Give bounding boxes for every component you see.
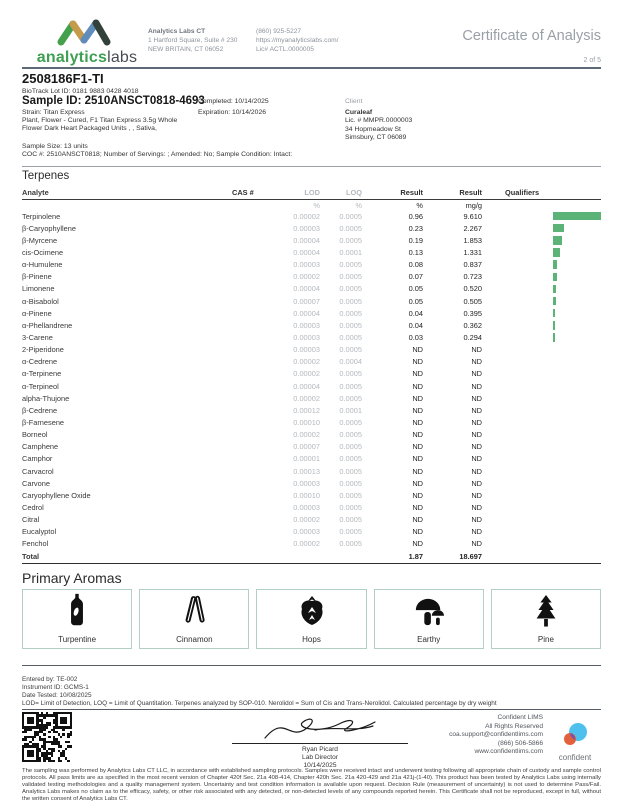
result-bar	[553, 297, 556, 306]
result-percent: ND	[412, 345, 423, 355]
loq-value: 0.0005	[339, 454, 362, 464]
batch-id: 2508186F1-TI	[22, 71, 104, 86]
table-row	[22, 526, 601, 538]
lims-rights: All Rights Reserved	[485, 722, 543, 730]
result-percent: ND	[412, 381, 423, 391]
result-bar	[553, 273, 557, 282]
table-row	[22, 222, 601, 234]
sample-description	[22, 109, 202, 134]
result-percent: 0.19	[408, 235, 423, 245]
expiration-date: Expiration: 10/14/2026	[198, 109, 267, 117]
lod-value: 0.00002	[293, 369, 320, 379]
analyte-name: Camphene	[22, 442, 59, 452]
lod-value: 0.00012	[293, 405, 320, 415]
qualifier-cell	[482, 248, 579, 257]
mushroom-icon	[412, 597, 446, 635]
total-result-pct: 1.87	[408, 552, 423, 562]
lims-contact-block	[343, 714, 543, 757]
qualifier-cell	[482, 273, 579, 282]
total-label: Total	[22, 552, 40, 562]
col-qualifiers: Qualifiers	[505, 188, 540, 197]
result-mgg: ND	[471, 539, 482, 549]
result-bar	[553, 212, 601, 221]
table-row	[22, 356, 601, 368]
table-row	[22, 295, 601, 307]
lod-value: 0.00003	[293, 502, 320, 512]
loq-value: 0.0005	[339, 296, 362, 306]
analyte-name: 3-Carene	[22, 332, 53, 342]
result-mgg: 1.331	[463, 247, 482, 257]
aroma-label: Hops	[302, 635, 321, 644]
result-percent: ND	[412, 357, 423, 367]
signer-title: Lab Director	[302, 754, 338, 761]
loq-value: 0.0005	[339, 235, 362, 245]
signer-name: Ryan Picard	[302, 746, 338, 753]
lod-value: 0.00003	[293, 320, 320, 330]
turpentine-bottle-icon	[66, 593, 88, 635]
loq-value: 0.0005	[339, 466, 362, 476]
coc-line: COC #: 2510ANSCT0818; Number of Servings: ; Amended: No; Sample Condition: Intact:	[22, 151, 293, 159]
loq-value: 0.0005	[339, 345, 362, 355]
description-line-1: Plant, Flower - Cured, F1 Titan Express 3.5g Whole	[22, 117, 178, 125]
table-row	[22, 380, 601, 392]
unit-lod: %	[313, 200, 320, 210]
table-row	[22, 259, 601, 271]
result-percent: ND	[412, 502, 423, 512]
table-row	[22, 368, 601, 380]
table-row	[22, 331, 601, 343]
result-mgg: ND	[471, 490, 482, 500]
section-divider	[22, 166, 601, 167]
lod-value: 0.00004	[293, 284, 320, 294]
result-percent: ND	[412, 515, 423, 525]
completed-date: Completed: 10/14/2025	[198, 98, 269, 105]
loq-value: 0.0005	[339, 320, 362, 330]
loq-value: 0.0005	[339, 490, 362, 500]
qualifier-cell	[482, 285, 579, 294]
result-percent: ND	[412, 454, 423, 464]
result-mgg: ND	[471, 466, 482, 476]
lod-value: 0.00001	[293, 454, 320, 464]
result-mgg: ND	[471, 381, 482, 391]
terpenes-section-title: Terpenes	[22, 170, 70, 182]
aroma-label: Pine	[537, 635, 554, 644]
result-percent: 0.23	[408, 223, 423, 233]
analyte-name: α-Bisabolol	[22, 296, 59, 306]
analyte-name: Cedrol	[22, 502, 44, 512]
result-percent: ND	[412, 369, 423, 379]
analyte-name: α-Pinene	[22, 308, 52, 318]
lab-contact-block	[148, 27, 252, 55]
table-row	[22, 416, 601, 428]
loq-value: 0.0001	[339, 405, 362, 415]
result-percent: 0.07	[408, 272, 423, 282]
table-row	[22, 429, 601, 441]
date-tested: Date Tested: 10/08/2025	[22, 692, 92, 699]
loq-value: 0.0005	[339, 515, 362, 525]
loq-value: 0.0005	[339, 527, 362, 537]
client-label: Client	[345, 98, 363, 105]
lod-value: 0.00003	[293, 332, 320, 342]
lod-value: 0.00003	[293, 260, 320, 270]
result-percent: 0.08	[408, 260, 423, 270]
loq-value: 0.0005	[339, 223, 362, 233]
lod-value: 0.00003	[293, 527, 320, 537]
result-mgg: ND	[471, 515, 482, 525]
sample-size-coc	[22, 143, 472, 159]
col-result-pct: Result	[400, 188, 423, 197]
result-mgg: 0.520	[463, 284, 482, 294]
qualifier-cell	[482, 333, 579, 342]
result-percent: ND	[412, 405, 423, 415]
loq-value: 0.0005	[339, 284, 362, 294]
confident-logo	[549, 722, 601, 762]
client-license: Lic. # MMPR.0000003	[345, 117, 413, 125]
table-row	[22, 392, 601, 404]
document-title: Certificate of Analysis	[462, 28, 601, 44]
result-bar	[553, 285, 556, 294]
result-mgg: 0.837	[463, 260, 482, 270]
result-bar	[553, 309, 555, 318]
result-mgg: ND	[471, 502, 482, 512]
loq-value: 0.0005	[339, 442, 362, 452]
qualifier-cell	[482, 212, 579, 221]
col-analyte: Analyte	[22, 188, 49, 197]
table-row	[22, 234, 601, 246]
loq-value: 0.0005	[339, 502, 362, 512]
analyte-name: Terpinolene	[22, 211, 61, 221]
result-mgg: ND	[471, 345, 482, 355]
analyte-name: Fenchol	[22, 539, 49, 549]
result-percent: ND	[412, 490, 423, 500]
analyte-name: α-Phellandrene	[22, 320, 73, 330]
unit-loq: %	[355, 200, 362, 210]
terpenes-table	[22, 186, 601, 564]
table-row	[22, 344, 601, 356]
client-name: Curaleaf	[345, 109, 373, 117]
strain: Strain: Titan Express	[22, 109, 85, 116]
loq-value: 0.0005	[339, 393, 362, 403]
biotrack-lot-id: BioTrack Lot ID: 0181 9883 0428 4018	[22, 88, 139, 95]
lod-value: 0.00004	[293, 235, 320, 245]
qualifier-cell	[482, 236, 579, 245]
result-mgg: 0.362	[463, 320, 482, 330]
qualifier-cell	[482, 224, 579, 233]
result-mgg: 1.853	[463, 235, 482, 245]
analyte-name: Citral	[22, 515, 40, 525]
lod-value: 0.00003	[293, 345, 320, 355]
table-total-row	[22, 550, 601, 565]
lod-footnote: LOD= Limit of Detection, LOQ = Limit of Quantitation. Terpenes analyzed by SOP-010. Nerolidol = Sum of Cis and Trans-Nerolidol. Calculated percentage by dry weight	[22, 700, 497, 707]
aroma-cards	[22, 589, 601, 649]
lod-value: 0.00004	[293, 247, 320, 257]
col-loq: LOQ	[345, 188, 362, 197]
result-percent: 0.04	[408, 320, 423, 330]
pine-tree-icon	[534, 595, 558, 635]
result-percent: 0.96	[408, 211, 423, 221]
table-row	[22, 501, 601, 513]
loq-value: 0.0005	[339, 539, 362, 549]
result-mgg: ND	[471, 405, 482, 415]
analyte-name: β-Cedrene	[22, 405, 58, 415]
result-percent: ND	[412, 539, 423, 549]
result-bar	[553, 260, 557, 269]
result-percent: 0.05	[408, 284, 423, 294]
result-percent: ND	[412, 393, 423, 403]
analyte-name: Caryophyllene Oxide	[22, 490, 91, 500]
analyte-name: Borneol	[22, 430, 48, 440]
lod-value: 0.00003	[293, 478, 320, 488]
lod-value: 0.00003	[293, 223, 320, 233]
result-bar	[553, 236, 562, 245]
result-bar	[553, 248, 560, 257]
result-mgg: 0.395	[463, 308, 482, 318]
client-address-1: 34 Hopmeadow St	[345, 125, 401, 133]
lod-value: 0.00007	[293, 296, 320, 306]
loq-value: 0.0005	[339, 260, 362, 270]
logo-mountain-icon	[55, 18, 119, 46]
entered-by: Entered by: TE-002	[22, 676, 78, 683]
description-line-2: Flower Dark Heart Packaged Units , , Sativa,	[22, 125, 157, 133]
col-result-mgg: Result	[459, 188, 482, 197]
table-header-row	[22, 186, 601, 200]
analyte-name: α-Terpineol	[22, 381, 59, 391]
lod-value: 0.00004	[293, 381, 320, 391]
loq-value: 0.0001	[339, 247, 362, 257]
result-mgg: ND	[471, 454, 482, 464]
instrument-id: Instrument ID: GCMS-1	[22, 684, 89, 691]
result-percent: ND	[412, 527, 423, 537]
analyte-name: Eucalyptol	[22, 527, 57, 537]
aroma-card-cinnamon	[139, 589, 249, 649]
table-units-row	[22, 200, 601, 210]
client-address-2: Simsbury, CT 06089	[345, 133, 407, 141]
result-percent: ND	[412, 466, 423, 476]
result-mgg: ND	[471, 417, 482, 427]
table-row	[22, 441, 601, 453]
result-mgg: ND	[471, 478, 482, 488]
analyte-name: cis-Ocimene	[22, 247, 64, 257]
lod-value: 0.00010	[293, 490, 320, 500]
hops-cone-icon	[298, 595, 326, 635]
lims-name: Confident LIMS	[497, 714, 543, 721]
result-mgg: 0.294	[463, 332, 482, 342]
lod-value: 0.00002	[293, 430, 320, 440]
analyte-name: α-Cedrene	[22, 357, 58, 367]
analyte-name: Carvacrol	[22, 466, 54, 476]
client-block	[345, 98, 505, 142]
lab-name: Analytics Labs CT	[148, 28, 206, 35]
result-mgg: 2.267	[463, 223, 482, 233]
loq-value: 0.0005	[339, 417, 362, 427]
analyte-name: 2-Piperidone	[22, 345, 64, 355]
table-row	[22, 538, 601, 550]
loq-value: 0.0004	[339, 357, 362, 367]
loq-value: 0.0005	[339, 272, 362, 282]
lab-license: Lic# ACTL.0000005	[256, 46, 314, 54]
aroma-card-turpentine	[22, 589, 132, 649]
col-lod: LOD	[304, 188, 320, 197]
lod-value: 0.00007	[293, 442, 320, 452]
analyte-name: β-Caryophyllene	[22, 223, 76, 233]
analyte-name: α-Terpinene	[22, 369, 62, 379]
aroma-card-hops	[256, 589, 366, 649]
loq-value: 0.0005	[339, 332, 362, 342]
lab-logo	[28, 18, 146, 65]
lims-site: www.confidentlims.com	[474, 748, 543, 756]
loq-value: 0.0005	[339, 308, 362, 318]
aromas-bottom-divider	[22, 665, 601, 666]
loq-value: 0.0005	[339, 211, 362, 221]
aroma-label: Earthy	[417, 635, 441, 644]
result-bar	[553, 224, 564, 233]
lod-value: 0.00002	[293, 539, 320, 549]
analyte-name: alpha-Thujone	[22, 393, 70, 403]
unit-result-mgg: mg/g	[465, 200, 482, 210]
result-percent: ND	[412, 430, 423, 440]
loq-value: 0.0005	[339, 381, 362, 391]
result-mgg: ND	[471, 430, 482, 440]
table-row	[22, 489, 601, 501]
result-mgg: 9.610	[463, 211, 482, 221]
lab-phone: (860) 925-5227	[256, 28, 302, 35]
aroma-label: Turpentine	[58, 635, 97, 644]
analyte-name: α-Humulene	[22, 260, 63, 270]
qr-code	[22, 712, 72, 762]
sample-id: Sample ID: 2510ANSCT0818-4693	[22, 95, 205, 107]
lod-value: 0.00002	[293, 211, 320, 221]
table-row	[22, 210, 601, 222]
table-row	[22, 246, 601, 258]
result-mgg: ND	[471, 527, 482, 537]
table-row	[22, 307, 601, 319]
logo-wordmark: analyticslabs	[36, 49, 138, 66]
lod-value: 0.00002	[293, 515, 320, 525]
lims-phone: (866) 506-5866	[497, 739, 543, 747]
table-row	[22, 319, 601, 331]
aroma-card-earthy	[374, 589, 484, 649]
analyte-name: Carvone	[22, 478, 50, 488]
analyte-name: β-Myrcene	[22, 235, 58, 245]
footer-divider	[22, 709, 601, 710]
table-row	[22, 283, 601, 295]
sample-size: Sample Size: 13 units	[22, 143, 88, 150]
table-row	[22, 514, 601, 526]
result-percent: ND	[412, 442, 423, 452]
lod-value: 0.00010	[293, 417, 320, 427]
table-row	[22, 404, 601, 416]
lod-value: 0.00013	[293, 466, 320, 476]
loq-value: 0.0005	[339, 478, 362, 488]
result-percent: 0.03	[408, 332, 423, 342]
aroma-label: Cinnamon	[176, 635, 213, 644]
table-row	[22, 477, 601, 489]
table-row	[22, 465, 601, 477]
result-percent: 0.13	[408, 247, 423, 257]
result-mgg: ND	[471, 393, 482, 403]
table-body	[22, 210, 601, 550]
result-mgg: 0.505	[463, 296, 482, 306]
qualifier-cell	[482, 321, 579, 330]
result-bar	[553, 321, 555, 330]
lab-address-1: 1 Hartford Square, Suite # 230	[148, 37, 238, 45]
cinnamon-sticks-icon	[180, 593, 208, 635]
lod-value: 0.00002	[293, 272, 320, 282]
lims-email: coa.support@confidentlims.com	[449, 731, 543, 739]
signed-date: 10/14/2025	[303, 762, 337, 769]
col-cas: CAS #	[232, 188, 254, 197]
result-mgg: ND	[471, 369, 482, 379]
lab-website: https://myanalyticslabs.com/	[256, 37, 339, 45]
qualifier-cell	[482, 297, 579, 306]
lod-value: 0.00002	[293, 357, 320, 367]
disclaimer-text: The sampling was performed by Analytics Labs CT LLC, in accordance with established sampling protocols. Samples were received intact and underwent testing following all appropriate chain of custody and sample control protocols. All pass limits are as specified in the most recent version of Chapter 420f Sec. 21a 408-414, Chapter 420h Sec. 21a 420-429 and 21a 421j-(1-40). This product has been tested by Analytics Labs using internally validated testing methodologies and a quality management system. Uncertainty and test condition information is available upon request. Decision Rule (measurement of uncertainty) is not used to determine Pass/Fail. Analytics Labs makes no claim as to the efficacy, safety, or other risk associated with any detected, or non-detected levels of any compounds reported herein. This Certificate shall not be reproduced, except in full, without the written consent of Analytics Labs CT.	[22, 768, 601, 802]
confident-circles-icon	[560, 722, 590, 748]
total-result-mgg: 18.697	[459, 552, 482, 562]
analyte-name: Limonene	[22, 284, 55, 294]
lab-contact-block-2	[256, 27, 376, 55]
dates-block	[198, 98, 328, 117]
result-mgg: 0.723	[463, 272, 482, 282]
analyte-name: β-Farnesene	[22, 417, 65, 427]
table-row	[22, 453, 601, 465]
analyte-name: β-Pinene	[22, 272, 52, 282]
analyte-name: Camphor	[22, 454, 53, 464]
aroma-card-pine	[491, 589, 601, 649]
lab-address-2: NEW BRITAIN, CT 06052	[148, 46, 224, 54]
unit-result-pct: %	[416, 200, 423, 210]
confident-wordmark: confident	[558, 753, 592, 762]
footer-meta	[22, 676, 497, 708]
page-indicator: 2 of 5	[583, 57, 601, 64]
result-percent: 0.05	[408, 296, 423, 306]
aromas-section-title: Primary Aromas	[22, 570, 122, 586]
table-row	[22, 271, 601, 283]
result-percent: ND	[412, 417, 423, 427]
result-percent: ND	[412, 478, 423, 488]
qualifier-cell	[482, 309, 579, 318]
result-bar	[553, 333, 555, 342]
result-mgg: ND	[471, 442, 482, 452]
result-mgg: ND	[471, 357, 482, 367]
qualifier-cell	[482, 260, 579, 269]
lod-value: 0.00004	[293, 308, 320, 318]
header-divider	[22, 67, 601, 69]
lod-value: 0.00002	[293, 393, 320, 403]
loq-value: 0.0005	[339, 369, 362, 379]
loq-value: 0.0005	[339, 430, 362, 440]
result-percent: 0.04	[408, 308, 423, 318]
